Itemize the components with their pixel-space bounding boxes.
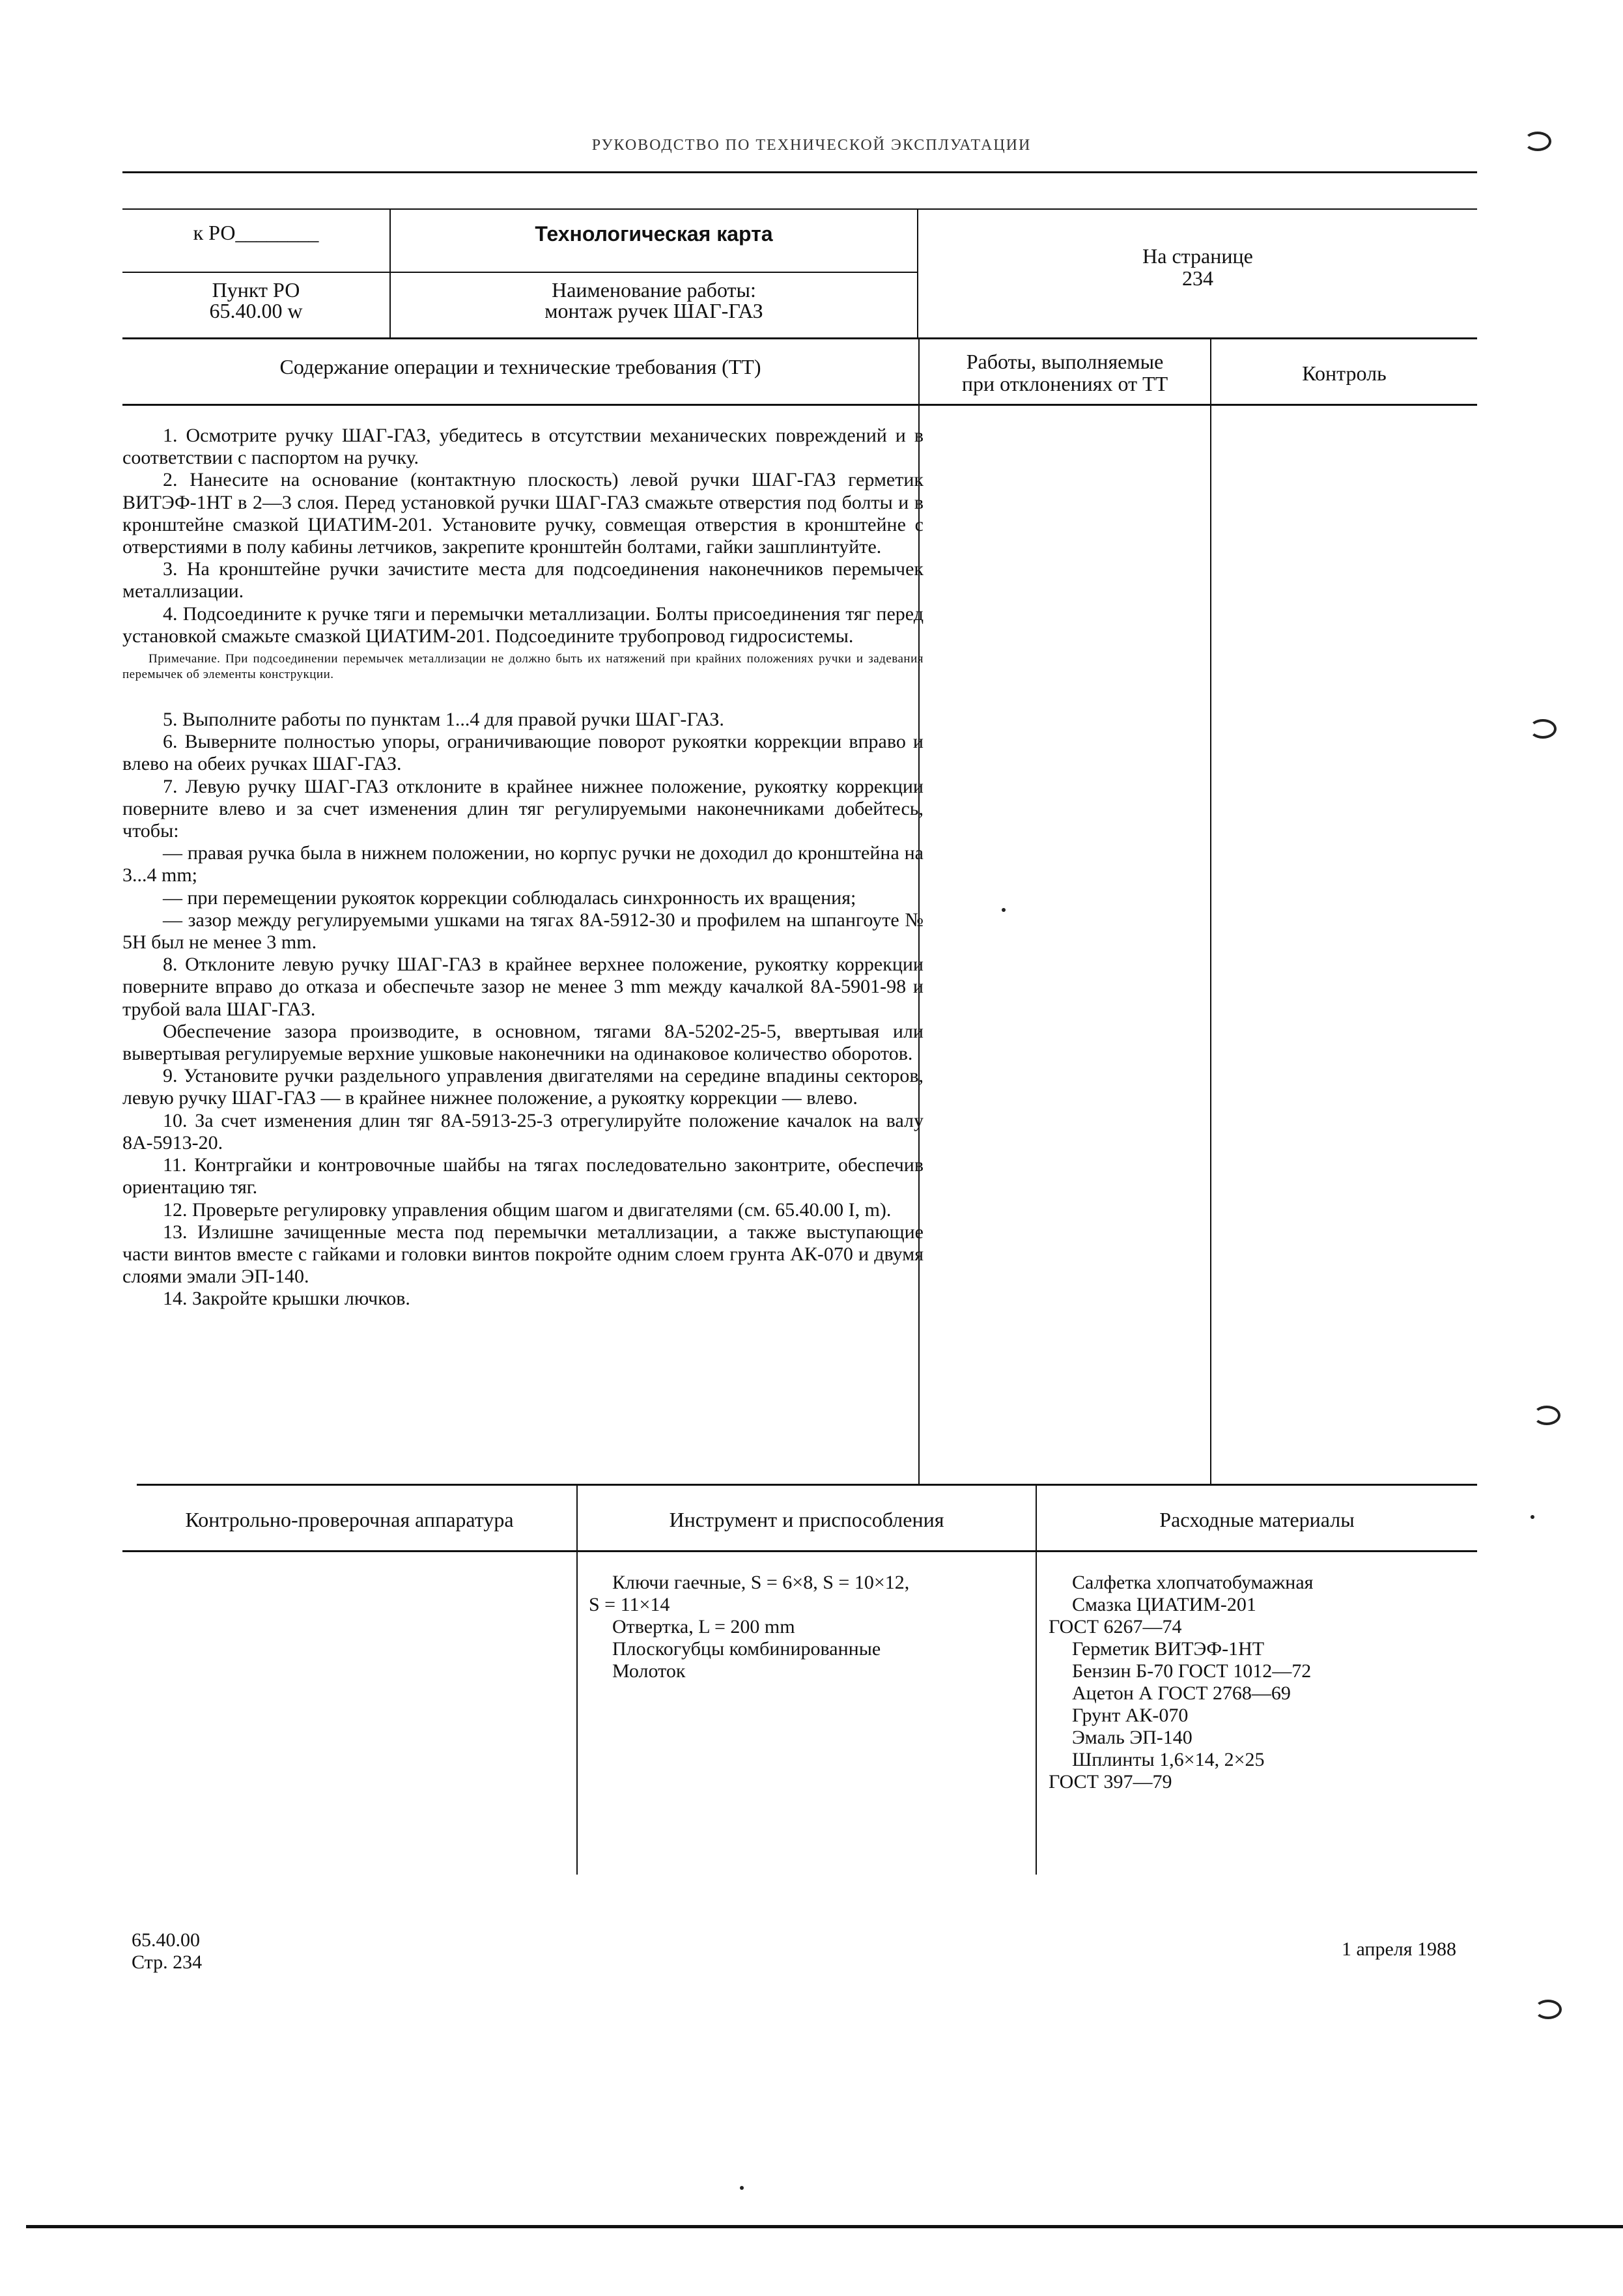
footer-page: Стр. 234 [132,1951,203,1973]
col-deviations-header-1: Работы, выполняемые [966,350,1164,373]
on-page-label: На странице [1142,244,1253,268]
operation-content [122,425,924,1311]
material-item: Бензин Б-70 ГОСТ 1012—72 [1072,1660,1312,1682]
step-12: 12. Проверьте регулировку управления общим шагом и двигателями (см. 65.40.00 I, m). [163,1198,892,1221]
tool-item: S = 11×14 [589,1594,670,1615]
body-vline-2 [1210,337,1211,1484]
material-item: Салфетка хлопчатобумажная [1072,1572,1314,1593]
bottom-vline-1 [576,1484,578,1875]
header-bottom-rule [122,337,1477,339]
header-mid-rule [122,272,918,273]
work-name-label: Наименование работы: [552,278,756,302]
on-page-number: 234 [1182,266,1213,290]
note: Примечание. При подсоединении перемычек металлизации не должно быть их натяжений при крайних положениях ручки и задевания перемычек об элементы конструкции. [122,652,924,682]
step-1: 1. Осмотрите ручку ШАГ-ГАЗ, убедитесь в отсутствии механических повреждений и в соответствии с паспортом на ручку. [122,425,924,469]
card-title: Технологическая карта [535,222,773,246]
scan-speck [1531,1515,1534,1519]
col-tools-header: Инструмент и приспособления [669,1508,944,1531]
header-top-rule [122,171,1477,173]
material-item: Грунт АК-070 [1072,1705,1189,1726]
binder-hole-mark [1529,719,1557,739]
step-7: 7. Левую ручку ШАГ-ГАЗ отклоните в крайнее нижнее положение, рукоятку коррекции поверните влево и за счет изменения длин тяг регулируемыми наконечниками добейтесь, чтобы: [122,775,924,842]
step-6: 6. Выверните полностью упоры, ограничивающие поворот рукоятки коррекции вправо и влево на обеих ручках ШАГ-ГАЗ. [122,731,924,775]
step-9: 9. Установите ручки раздельного управления двигателями на середине впадины секторов, левую ручку ШАГ-ГАЗ — в крайнее нижнее положение, а рукоятку коррекции — влево. [122,1065,924,1109]
material-item: Шплинты 1,6×14, 2×25 [1072,1749,1265,1770]
step-10: 10. За счет изменения длин тяг 8А-5913-25-3 отрегулируйте положение качалок на валу 8А-5913-20. [122,1109,924,1154]
material-item: Эмаль ЭП-140 [1072,1727,1193,1748]
bottom-top-rule [137,1484,1477,1486]
bottom-vline-2 [1036,1484,1037,1875]
tool-item: Молоток [612,1660,686,1682]
step-8: 8. Отклоните левую ручку ШАГ-ГАЗ в крайнее верхнее положение, рукоятку коррекции поверните вправо до отказа и обеспечьте зазор не менее 3 mm между качалкой 8А-5901-98 и трубой вала ШАГ-ГАЗ. [122,954,924,1020]
running-head: РУКОВОДСТВО ПО ТЕХНИЧЕСКОЙ ЭКСПЛУАТАЦИИ [591,137,1032,154]
col-equipment-header: Контрольно-проверочная аппаратура [185,1508,514,1531]
step-3: 3. На кронштейне ручки зачистите места для подсоединения наконечников перемычек металлизации. [122,558,924,602]
col-control-header: Контроль [1302,361,1387,385]
footer-date: 1 апреля 1988 [1342,1938,1457,1960]
step-8-note: Обеспечение зазора производите, в основном, тягами 8А-5202-25-5, ввертывая или вывертывая регулируемые верхние ушковые наконечники на одинаковое количество оборотов. [122,1020,924,1065]
step-11: 11. Контргайки и контровочные шайбы на тягах последовательно законтрите, обеспечив ориентацию тяг. [122,1154,924,1198]
k-ro-label: к РО________ [193,221,319,244]
step-2: 2. Нанесите на основание (контактную плоскость) левой ручки ШАГ-ГАЗ герметик ВИТЭФ-1НТ в 2—3 слоя. Перед установкой ручки ШАГ-ГАЗ смажьте отверстия под болты и в кронштейне смазкой ЦИАТИМ-201. Установите ручку, совмещая отверстия в кронштейне с отверстиями в полу кабины летчиков, закрепите кронштейн болтами, гайки зашплинтуйте. [122,469,924,558]
step-13: 13. Излишне зачищенные места под перемычки металлизации, а также выступающие части винтов вместе с гайками и головки винтов покройте одним слоем грунта АК-070 и двумя слоями эмали ЭП-140. [122,1221,924,1288]
step-4: 4. Подсоедините к ручке тяги и перемычки металлизации. Болты присоединения тяг перед установкой смажьте смазкой ЦИАТИМ-201. Подсоедините трубопровод гидросистемы. [122,602,924,647]
item-label: Пункт РО [212,278,300,302]
materials-list [1049,1572,1472,1793]
col-materials-header: Расходные материалы [1159,1508,1355,1531]
step-7-b: — при перемещении рукояток коррекции соблюдалась синхронность их вращения; [163,886,856,909]
columns-bottom-rule [122,404,1477,406]
bottom-header-rule [122,1550,1477,1552]
col-content-header: Содержание операции и технические требования (ТТ) [279,355,761,378]
binder-hole-mark [1524,132,1551,151]
step-5: 5. Выполните работы по пунктам 1...4 для правой ручки ШАГ-ГАЗ. [163,709,724,731]
tool-item: Отвертка, L = 200 mm [612,1616,795,1637]
step-7-a: — правая ручка была в нижнем положении, но корпус ручки не доходил до кронштейна на 3...4 mm; [122,842,924,886]
work-name-value: монтаж ручек ШАГ-ГАЗ [544,299,763,322]
scan-speck [740,2186,744,2190]
item-value: 65.40.00 w [209,299,303,322]
binder-hole-mark [1534,2000,1562,2019]
material-item: Ацетон А ГОСТ 2768—69 [1072,1682,1291,1704]
page-bottom-rule [26,2225,1623,2228]
binder-hole-mark [1533,1406,1560,1425]
scan-speck [1002,908,1006,912]
material-item: ГОСТ 397—79 [1049,1771,1172,1793]
tool-item: Плоскогубцы комбинированные [612,1638,881,1660]
tools-list [589,1572,1032,1682]
step-7-c: — зазор между регулируемыми ушками на тягах 8А-5912-30 и профилем на шпангоуте № 5Н был не менее 3 mm. [122,909,924,954]
footer-code: 65.40.00 [132,1929,200,1951]
material-item: Смазка ЦИАТИМ-201 [1072,1594,1256,1615]
tool-item: Ключи гаечные, S = 6×8, S = 10×12, [612,1572,910,1593]
material-item: Герметик ВИТЭФ-1НТ [1072,1638,1265,1660]
material-item: ГОСТ 6267—74 [1049,1616,1182,1637]
col-deviations-header-2: при отклонениях от ТТ [961,372,1168,395]
step-14: 14. Закройте крышки лючков. [163,1288,410,1310]
header-rule-2 [122,208,1477,210]
